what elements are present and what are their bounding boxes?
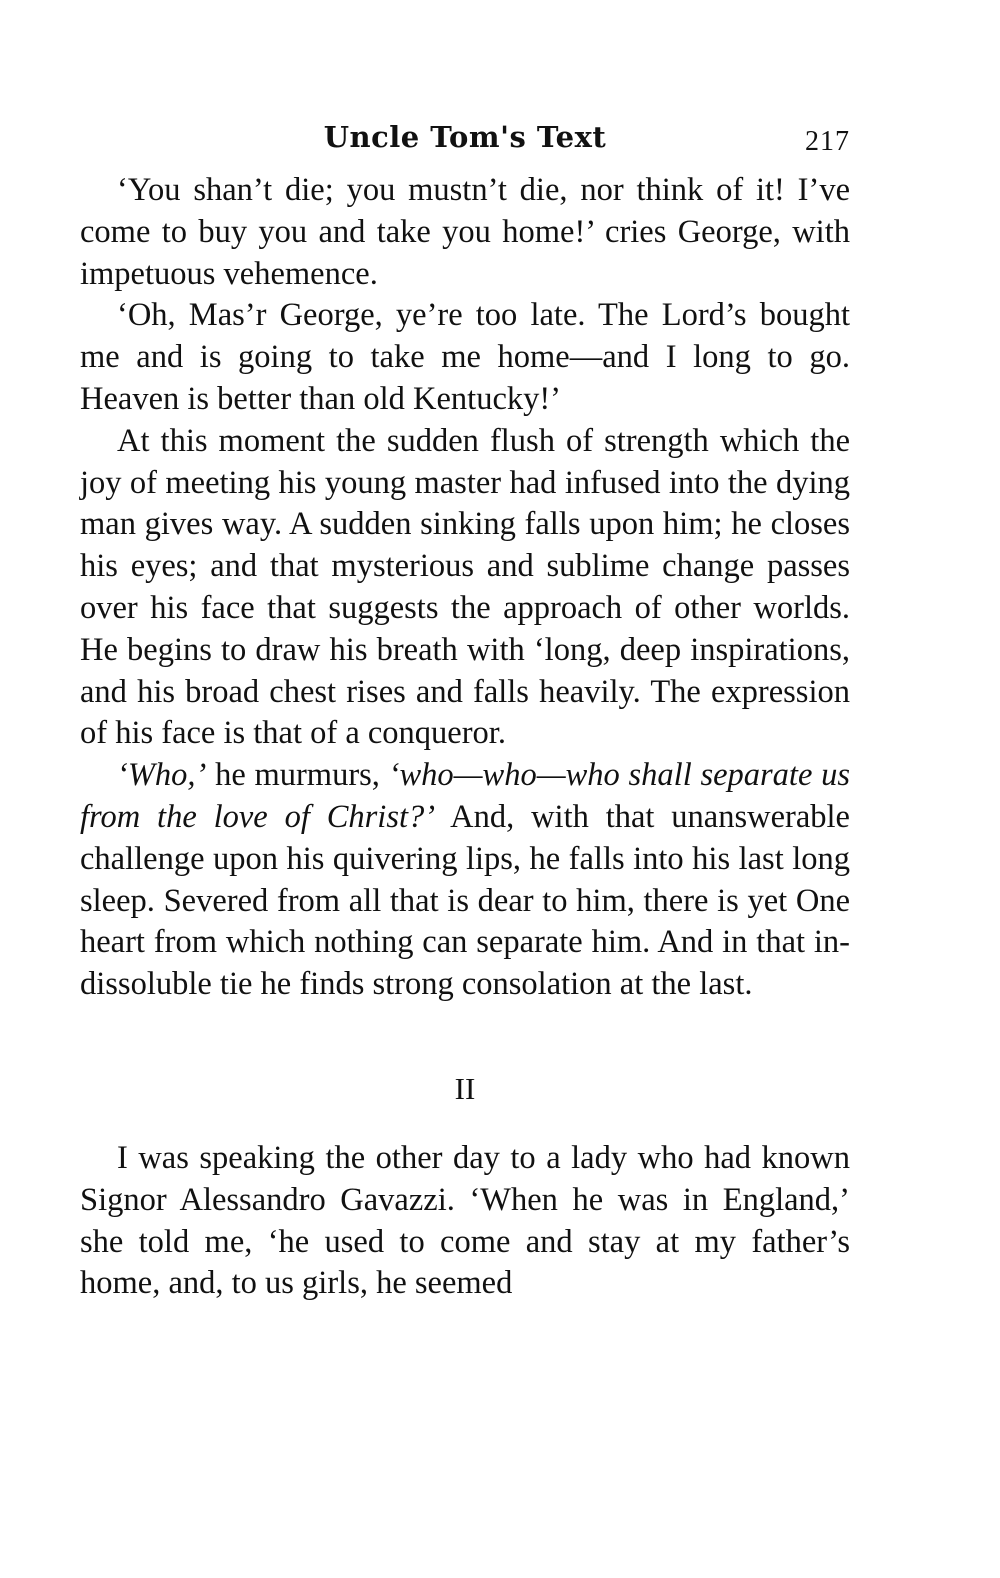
paragraph-gavazzi: I was speaking the other day to a lady who had known Signor Alessandro Gavazzi. ‘When he was in England,’ she told me, ‘he used to come and stay at my father’s home, and, to us girls, he seemed [80,1139,850,1302]
body-text [80,170,850,1305]
italic-quote-scripture: ‘who—who—who shall separate us from the love of Christ?’ [80,757,850,835]
page-number: 217 [805,126,850,157]
paragraph-george-speech: ‘You shan’t die; you mustn’t die, nor think of it! I’ve come to buy you and take you home!’ cries George, with impetuous vehemence. [80,172,850,292]
book-page [80,110,850,1305]
italic-quote-who: ‘Who,’ [117,757,207,794]
running-title: Uncle Tom's Text [323,120,607,154]
section-numeral: II [454,1070,476,1106]
paragraph-text-murmurs: he murmurs, [206,757,389,794]
paragraph-dying-moment: At this moment the sudden flush of strength which the joy of meeting his young master had infused into the dying man gives way. A sudden sinking falls upon him; he closes his eyes; and that mysterious and sublime change passes over his face that suggests the approach of other worlds. He begins to draw his breath with ‘long, deep inspirations, and his broad chest rises and falls heavily. The expression of his face is that of a conqueror. [80,422,850,752]
paragraph-last-words [80,755,850,1006]
paragraph-tom-reply: ‘Oh, Mas’r George, ye’re too late. The Lord’s bought me and is going to take me home—and I long to go. Heaven is better than old Kentucky!’ [80,297,850,417]
running-head [80,110,850,170]
paragraph-text-conclusion: And, with that unanswerable challenge upon his quivering lips, he falls into his last long sleep. Severed from all that is dear to him, there is yet One heart from which nothing can separate him. And in that indissoluble tie he finds strong consolation at the last. [80,798,850,1003]
